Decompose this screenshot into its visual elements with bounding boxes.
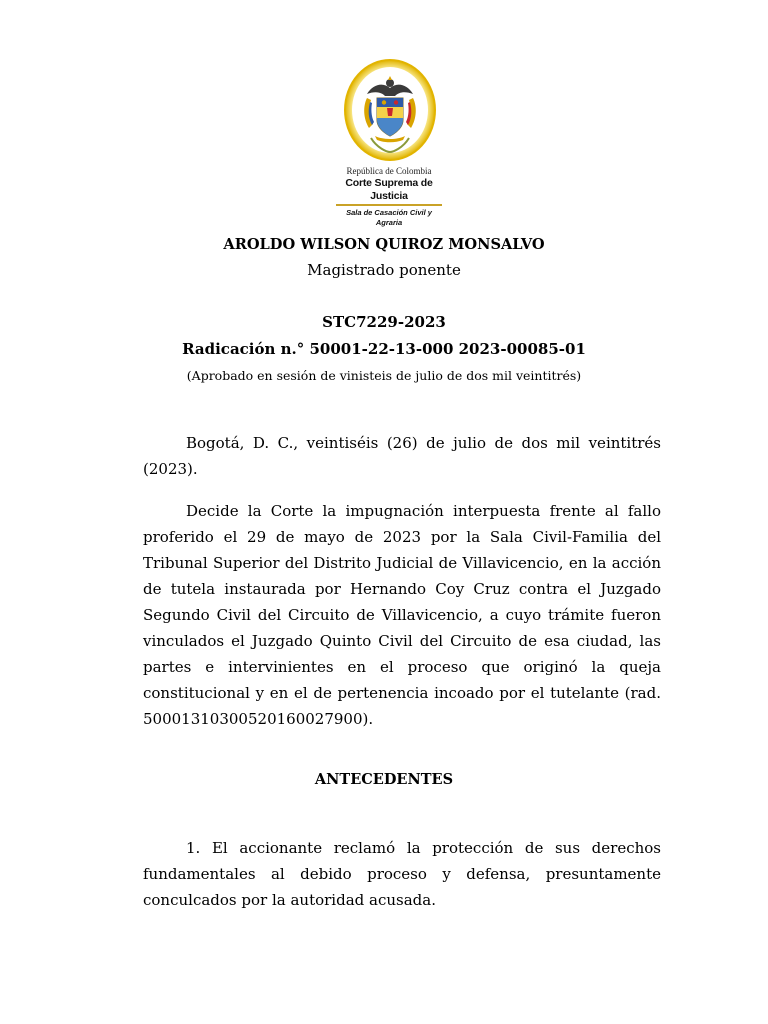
- court-seal-logo: [343, 58, 437, 162]
- approval-note: (Aprobado en sesión de vinisteis de julio de dos mil veintitrés): [186, 368, 582, 383]
- decision-paragraph: Decide la Corte la impugnación interpuesta frente al fallo proferido el 29 de mayo de 2023 por la Sala Civil-Familia del Tribunal Superior del Distrito Judicial de Villavicencio, en la acción de tutela instaurada por Hernando Coy Cruz contra el Juzgado Segundo Civil del Circuito de Villavicencio, a cuyo trámite fueron vinculados el Juzgado Quinto Civil del Circuito de esa ciudad, las partes e intervinientes en el proceso que originó la queja constitucional y en el de pertenencia incoado por el tutelante (rad. 50001310300520160027900).: [143, 502, 661, 728]
- letterhead: [334, 166, 444, 228]
- case-code: STC7229-2023: [322, 313, 446, 331]
- judge-role: Magistrado ponente: [307, 261, 461, 279]
- radicacion-number: Radicación n.° 50001-22-13-000 2023-00085-01: [182, 340, 586, 358]
- antecedent-point-1: 1. El accionante reclamó la protección de sus derechos fundamentales al debido proceso y defensa, presuntamente conculcados por la autoridad acusada.: [143, 839, 661, 909]
- letterhead-court: Corte Suprema de Justicia: [345, 177, 433, 202]
- judge-name: AROLDO WILSON QUIROZ MONSALVO: [223, 236, 545, 253]
- letterhead-chamber: Sala de Casación Civil y Agraria: [346, 208, 432, 227]
- letterhead-divider: [336, 204, 442, 206]
- section-title: ANTECEDENTES: [314, 771, 454, 788]
- letterhead-republic: República de Colombia: [346, 166, 432, 176]
- date-paragraph: Bogotá, D. C., veintiséis (26) de julio de dos mil veintitrés (2023).: [143, 434, 661, 478]
